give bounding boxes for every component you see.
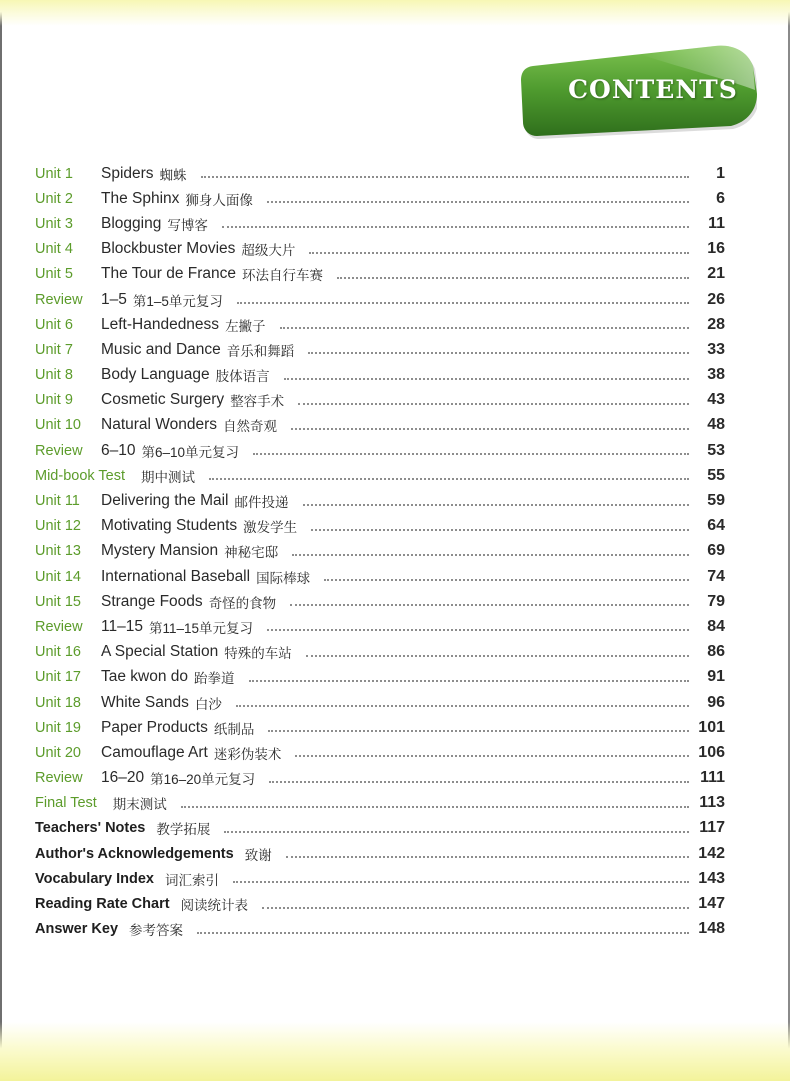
toc-entry-chinese-title: 自然奇观 [223,419,278,435]
toc-entry-page-number: 117 [699,819,725,837]
toc-entry-page-number: 84 [707,617,725,635]
toc-entry-title: Music and Dance [101,340,221,358]
toc-entry-page-number: 1 [716,164,725,182]
toc-entry-title: Body Language [101,366,210,384]
toc-entry-chinese-title: 超级大片 [241,243,296,259]
bottom-glow [0,1022,790,1081]
toc-entry-label: Unit 9 [35,392,73,409]
toc-entry [35,841,725,866]
toc-entry [35,866,725,891]
toc-entry-label: Review [35,618,83,635]
toc-entry-label: Unit 6 [35,316,73,333]
toc-entry-label: Unit 2 [35,190,73,207]
toc-entry-chinese-title: 第6–10单元复习 [141,444,240,460]
toc-entry-chinese-title: 整容手术 [230,394,285,410]
toc-entry-page-number: 148 [698,920,725,938]
toc-entry [35,766,725,791]
dot-leader [233,880,689,883]
toc-entry-label: Unit 5 [35,266,73,283]
toc-entry-chinese-title: 第1–5单元复习 [132,293,223,309]
toc-entry-label: Unit 7 [35,341,73,358]
toc-entry-title: Paper Products [101,718,208,736]
toc-entry-page-number: 64 [707,517,725,535]
toc-entry-chinese-title: 奇怪的食物 [208,595,277,611]
toc-entry-label: Unit 17 [35,669,81,686]
toc-entry [35,413,725,438]
toc-entry-chinese-title: 左撇子 [225,318,266,334]
toc-entry-page-number: 11 [708,214,725,232]
toc-entry [35,237,725,262]
toc-entry-page-number: 53 [707,441,725,459]
toc-entry [35,262,725,287]
dot-leader [337,276,689,279]
dot-leader [306,654,689,657]
toc-entry-page-number: 91 [707,668,725,686]
dot-leader [286,855,689,858]
toc-entry [35,463,725,488]
toc-entry-title: 1–5 [101,290,127,308]
toc-entry-page-number: 143 [698,869,725,887]
toc-entry-chinese-title: 第11–15单元复习 [148,620,253,636]
toc-entry-label: Author's Acknowledgements [35,845,234,862]
toc-entry-title: International Baseball [101,567,251,585]
toc-entry-title: Mystery Mansion [101,542,219,560]
toc-entry-page-number: 21 [707,265,725,283]
toc-entry-chinese-title: 国际棒球 [256,570,311,586]
toc-entry [35,665,725,690]
toc-entry-chinese-title: 神秘宅邸 [224,545,279,561]
toc-entry-label: Unit 4 [35,241,73,258]
toc-entry-title: Blogging [101,214,162,232]
dot-leader [236,704,689,707]
toc-entry-page-number: 142 [698,844,725,862]
toc-entry-page-number: 147 [698,895,725,913]
toc-entry [35,363,725,388]
toc-entry [35,891,725,916]
dot-leader [181,805,689,808]
dot-leader [237,301,689,304]
dot-leader [209,477,689,480]
toc-entry-page-number: 113 [699,794,725,812]
toc-entry-chinese-title: 词汇索引 [165,872,219,888]
toc-entry [35,715,725,740]
toc-entry-page-number: 59 [707,492,725,510]
toc-entry-label: Unit 12 [35,518,81,535]
toc-entry-chinese-title: 特殊的车站 [224,646,292,662]
toc-entry-label: Unit 14 [35,568,81,585]
toc-entry-chinese-title: 致谢 [244,847,272,863]
toc-entry [35,514,725,539]
toc-entry [35,186,725,211]
toc-entry-page-number: 74 [707,567,725,585]
toc-entry-title: Camouflage Art [101,743,208,761]
dot-leader [268,729,689,732]
toc-entry-label: Answer Key [35,921,119,938]
toc-entry-label: Mid-book Test [35,467,125,484]
toc-entry-title: 16–20 [101,769,145,787]
toc-entry-chinese-title: 跆拳道 [194,671,235,687]
toc-entry-chinese-title: 纸制品 [213,721,255,737]
dot-leader [224,830,689,833]
toc-entry [35,589,725,614]
toc-entry [35,917,725,942]
toc-entry-chinese-title: 期中测试 [141,469,195,485]
dot-leader [284,377,689,380]
toc-entry-label: Unit 13 [35,543,81,560]
toc-entry-chinese-title: 音乐和舞蹈 [226,343,295,359]
toc-entry-title: The Sphinx [101,189,180,207]
toc-entry-label: Unit 16 [35,644,81,661]
toc-entry [35,614,725,639]
toc-entry-label: Review [35,291,83,308]
toc-entry-title: White Sands [101,693,189,711]
toc-entry-chinese-title: 参考答案 [129,923,184,939]
dot-leader [291,427,689,430]
toc-entry-title: 11–15 [101,617,143,635]
toc-entry-label: Unit 8 [35,367,73,384]
toc-entry [35,488,725,513]
toc-entry-label: Unit 3 [35,215,73,232]
toc-entry-label: Unit 10 [35,417,81,434]
toc-entry-title: Motivating Students [101,517,238,535]
toc-entry-label: Teachers' Notes [35,820,146,837]
toc-entry-title: 6–10 [101,441,136,459]
toc-entry [35,287,725,312]
toc-entry-title: Natural Wonders [101,416,218,434]
toc-entry [35,640,725,665]
toc-entry-label: Unit 19 [35,719,81,736]
toc-entry-chinese-title: 迷彩伪装术 [213,746,282,762]
toc-entry-title: Blockbuster Movies [101,240,236,258]
toc-entry-page-number: 96 [707,693,725,711]
toc-entry-chinese-title: 狮身人面像 [185,192,253,208]
toc-entry-page-number: 38 [707,366,725,384]
dot-leader [298,402,689,405]
toc-entry-chinese-title: 肢体语言 [215,369,270,385]
dot-leader [262,906,689,909]
toc-entry-page-number: 43 [707,391,725,409]
toc-entry-label: Unit 20 [35,744,81,761]
toc-entry-chinese-title: 激发学生 [243,520,298,536]
toc-entry [35,388,725,413]
toc-entry [35,690,725,715]
dot-leader [290,603,689,606]
toc-entry-title: A Special Station [101,643,219,661]
table-of-contents [35,161,725,942]
toc-entry-page-number: 48 [707,416,725,434]
toc-entry-chinese-title: 邮件投递 [234,495,289,511]
toc-entry [35,438,725,463]
dot-leader [222,225,689,228]
toc-entry-page-number: 79 [707,592,725,610]
toc-entry [35,791,725,816]
toc-entry [35,337,725,362]
toc-entry-title: Left-Handedness [101,315,220,333]
dot-leader [280,326,689,329]
toc-entry-page-number: 33 [707,340,725,358]
toc-entry-chinese-title: 期末测试 [112,797,167,813]
dot-leader [249,679,689,682]
dot-leader [303,503,690,506]
toc-entry-page-number: 106 [698,743,725,761]
toc-entry-chinese-title: 写博客 [167,217,208,233]
toc-entry [35,539,725,564]
contents-banner [519,40,757,140]
toc-entry-title: Strange Foods [101,592,203,610]
toc-entry-page-number: 26 [707,290,725,308]
toc-entry-page-number: 55 [707,466,725,484]
toc-entry-page-number: 16 [707,240,725,258]
toc-entry-label: Vocabulary Index [35,870,154,887]
toc-entry-page-number: 6 [716,189,725,207]
toc-entry-page-number: 101 [698,718,725,736]
dot-leader [269,780,689,783]
toc-entry-page-number: 69 [707,542,725,560]
dot-leader [253,452,689,455]
dot-leader [308,351,689,354]
toc-entry [35,816,725,841]
toc-entry-page-number: 86 [707,643,725,661]
toc-entry-chinese-title: 阅读统计表 [180,898,249,914]
toc-entry-title: Delivering the Mail [101,492,229,510]
dot-leader [197,931,689,934]
toc-entry-chinese-title: 第16–20单元复习 [150,772,256,788]
top-glow [0,0,790,26]
toc-entry-label: Review [35,770,83,787]
dot-leader [311,528,689,531]
toc-entry [35,211,725,236]
toc-entry-chinese-title: 教学拓展 [156,822,211,838]
toc-entry-title: Cosmetic Surgery [101,391,225,409]
toc-entry-label: Final Test [35,795,97,812]
dot-leader [267,628,689,631]
toc-entry [35,740,725,765]
dot-leader [201,175,689,178]
toc-entry [35,312,725,337]
dot-leader [292,553,689,556]
toc-entry-title: Spiders [101,164,154,182]
toc-entry-label: Reading Rate Chart [35,896,170,913]
dot-leader [309,251,689,254]
toc-entry-label: Unit 15 [35,593,81,610]
toc-entry-label: Unit 18 [35,694,81,711]
dot-leader [324,578,689,581]
toc-entry-page-number: 28 [707,315,725,333]
toc-entry-label: Unit 11 [35,493,80,510]
toc-entry-title: The Tour de France [101,265,236,283]
toc-entry [35,161,725,186]
toc-entry-label: Unit 1 [35,165,73,182]
toc-entry-title: Tae kwon do [101,668,189,686]
toc-entry-chinese-title: 白沙 [194,696,222,712]
dot-leader [295,754,689,757]
toc-entry-label: Review [35,442,83,459]
dot-leader [267,200,689,203]
toc-entry-chinese-title: 蜘蛛 [159,167,187,183]
toc-entry-chinese-title: 环法自行车赛 [241,268,323,284]
contents-title: CONTENTS [568,75,738,104]
toc-entry [35,564,725,589]
toc-entry-page-number: 111 [700,769,725,787]
